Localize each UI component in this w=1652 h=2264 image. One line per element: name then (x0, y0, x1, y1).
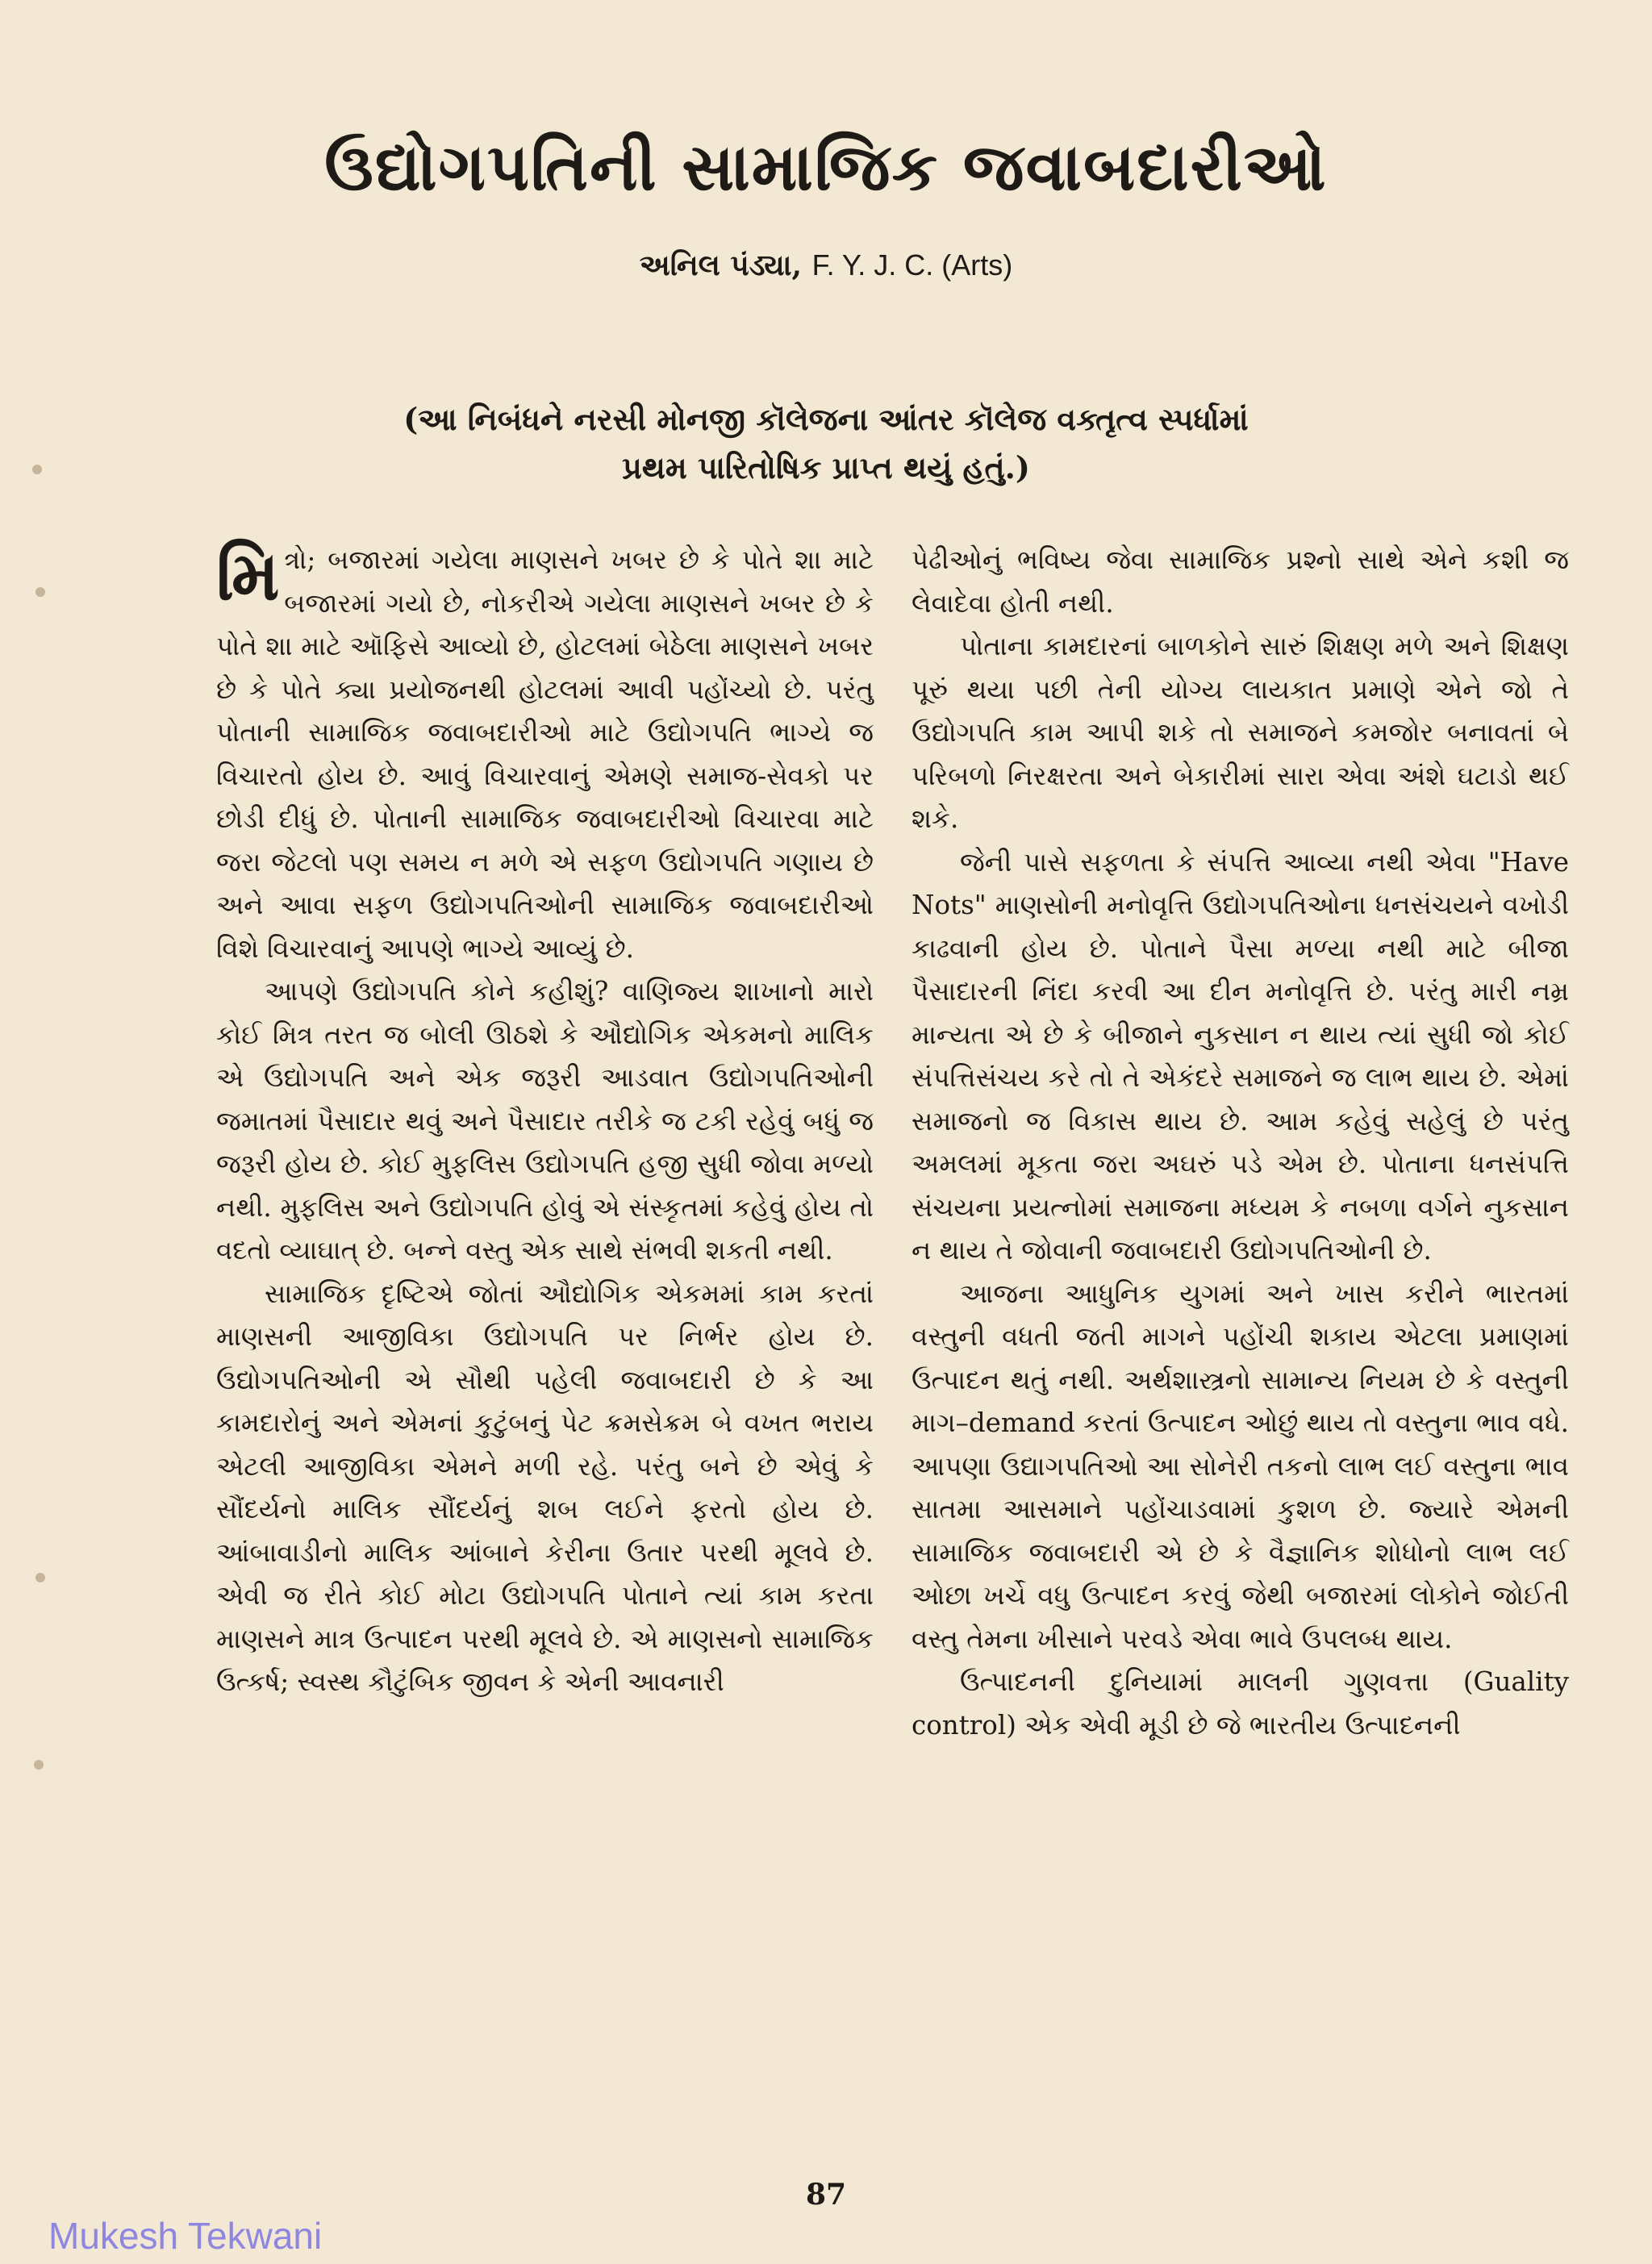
award-note (274, 395, 1378, 492)
binding-hole-mark (34, 1760, 44, 1770)
binding-hole-mark (35, 1573, 45, 1582)
author-byline (0, 248, 1652, 283)
right-column (912, 539, 1569, 1747)
award-note-line: પ્રથમ પારિતોષિક પ્રાપ્ત થયું હતું.) (622, 449, 1030, 486)
award-note-line: (આ નિબંધને નરસી મોનજી કૉલેજના આંતર કૉલેજ વક્તૃત્વ સ્પર્ધામાં (403, 401, 1249, 437)
watermark: Mukesh Tekwani (48, 2215, 323, 2257)
paragraph-text: ત્રો; બજારમાં ગયેલા માણસને ખબર છે કે પોતે શા માટે બજારમાં ગયો છે, નોકરીએ ગયેલા માણસને ખબર છે કે પોતે શા માટે ઑફિસે આવ્યો છે, હોટલમાં બેઠેલા માણસને ખબર છે કે પોતે ક્યા પ્રયોજનથી હોટલમાં આવી પહોંચ્યો છે. પરંતુ પોતાની સામાજિક જવાબદારીઓ માટે ઉદ્યોગપતિ ભાગ્યે જ વિચારતો હોય છે. આવું વિચારવાનું એમણે સમાજ-સેવકો પર છોડી દીધું છે. પોતાની સામાજિક જવાબદારીઓ વિચારવા માટે જરા જેટલો પણ સમય ન મળે એ સફળ ઉદ્યોગપતિ ગણાય છે અને આવા સફળ ઉદ્યોગપતિઓની સામાજિક જવાબદારીઓ વિશે વિચારવાનું આપણે ભાગ્યે આવ્યું છે. (216, 544, 874, 964)
binding-hole-mark (35, 587, 45, 597)
author-class: F. Y. J. C. (Arts) (811, 248, 1013, 281)
paragraph: જેની પાસે સફળતા કે સંપત્તિ આવ્યા નથી એવા "Have Nots" માણસોની મનોવૃત્તિ ઉદ્યોગપતિઓના ધનસંચયને વખોડી કાઢવાની હોય છે. પોતાને પૈસા મળ્યા નથી માટે બીજા પૈસાદારની નિંદા કરવી આ દીન મનોવૃત્તિ છે. પરંતુ મારી નમ્ર માન્યતા એ છે કે બીજાને નુકસાન ન થાય ત્યાં સુધી જો કોઈ સંપત્તિસંચય કરે તો તે એકંદરે સમાજને જ લાભ થાય છે. એમાં સમાજનો જ વિકાસ થાય છે. આમ કહેવું સહેલું છે પરંતુ અમલમાં મૂકતા જરા અઘરું પડે એમ છે. પોતાના ધનસંપત્તિ સંચયના પ્રયત્નોમાં સમાજના મધ્યમ કે નબળા વર્ગને નુકસાન ન થાય તે જોવાની જવાબદારી ઉદ્યોગપતિઓની છે. (912, 846, 1569, 1265)
paragraph (216, 536, 874, 970)
paragraph: આજના આધુનિક યુગમાં અને ખાસ કરીને ભારતમાં વસ્તુની વધતી જતી માગને પહોંચી શકાય એટલા પ્રમાણમાં ઉત્પાદન થતું નથી. અર્થશાસ્ત્રનો સામાન્ય નિયમ છે કે વસ્તુની માગ–demand કરતાં ઉત્પાદન ઓછું થાય તો વસ્તુના ભાવ વધે. આપણા ઉદ્યાગપતિઓ આ સોનેરી તકનો લાભ લઈ વસ્તુના ભાવ સાતમા આસમાને પહોંચાડવામાં કુશળ છે. જ્યારે એમની સામાજિક જવાબદારી એ છે કે વૈજ્ઞાનિક શોધોનો લાભ લઈ ઓછા ખર્ચે વધુ ઉત્પાદન કરવું જેથી બજારમાં લોકોને જોઈતી વસ્તુ તેમના ખીસાને પરવડે એવા ભાવે ઉપલબ્ધ થાય. (912, 1278, 1569, 1654)
paragraph: ઉત્પાદનની દુનિયામાં માલની ગુણવત્તા (Guality control) એક એવી મૂડી છે જે ભારતીય ઉત્પાદનની (912, 1666, 1569, 1741)
left-column (216, 536, 874, 1704)
drop-cap: મિ (216, 536, 280, 615)
article-title: ઉદ્યોગપતિની સામાજિક જવાબદારીઓ (324, 129, 1328, 205)
paragraph: પેઢીઓનું ભવિષ્ય જેવા સામાજિક પ્રશ્નો સાથે એને કશી જ લેવાદેવા હોતી નથી. (912, 544, 1569, 619)
paragraph: સામાજિક દૃષ્ટિએ જોતાં ઔદ્યોગિક એકમમાં કામ કરતાં માણસની આજીવિકા ઉદ્યોગપતિ પર નિર્ભર હોય છે. ઉદ્યોગપતિઓની એ સૌથી પહેલી જવાબદારી છે કે આ કામદારોનું અને એમનાં કુટુંબનું પેટ ક્રમસેક્રમ બે વખત ભરાય એટલી આજીવિકા એમને મળી રહે. પરંતુ બને છે એવું કે સૌંદર્યનો માલિક સૌંદર્યનું શબ લઈને ફરતો હોય છે. આંબાવાડીનો માલિક આંબાને કેરીના ઉતાર પરથી મૂલવે છે. એવી જ રીતે કોઈ મોટા ઉદ્યોગપતિ પોતાને ત્યાં કામ કરતા માણસને માત્ર ઉત્પાદન પરથી મૂલવે છે. એ માણસનો સામાજિક ઉત્કર્ષ; સ્વસ્થ કૌટુંબિક જીવન કે એની આવનારી (216, 1278, 874, 1697)
binding-hole-mark (32, 465, 42, 474)
author-name: અનિલ પંડ્યા, (639, 248, 803, 282)
paragraph: આપણે ઉદ્યોગપતિ કોને કહીશું? વાણિજ્ય શાખાનો મારો કોઈ મિત્ર તરત જ બોલી ઊઠશે કે ઔદ્યોગિક એકમનો માલિક એ ઉદ્યોગપતિ અને એક જરૂરી આડવાત ઉદ્યોગપતિઓની જમાતમાં પૈસાદાર થવું અને પૈસાદાર તરીકે જ ટકી રહેવું બધું જ જરૂરી હોય છે. કોઈ મુફલિસ ઉદ્યોગપતિ હજી સુધી જોવા મળ્યો નથી. મુફલિસ અને ઉદ્યોગપતિ હોવું એ સંસ્કૃતમાં કહેવું હોય તો વદતો વ્યાઘાત્ છે. બન્ને વસ્તુ એક સાથે સંભવી શકતી નથી. (216, 976, 874, 1265)
page-number: 87 (805, 2178, 847, 2212)
paragraph: પોતાના કામદારનાં બાળકોને સારું શિક્ષણ મળે અને શિક્ષણ પૂરું થયા પછી તેની યોગ્ય લાયકાત પ્રમાણે એને જો તે ઉદ્યોગપતિ કામ આપી શકે તો સમાજને કમજોર બનાવતાં બે પરિબળો નિરક્ષરતા અને બેકારીમાં સારા એવા અંશે ઘટાડો થઈ શકે. (912, 631, 1569, 834)
